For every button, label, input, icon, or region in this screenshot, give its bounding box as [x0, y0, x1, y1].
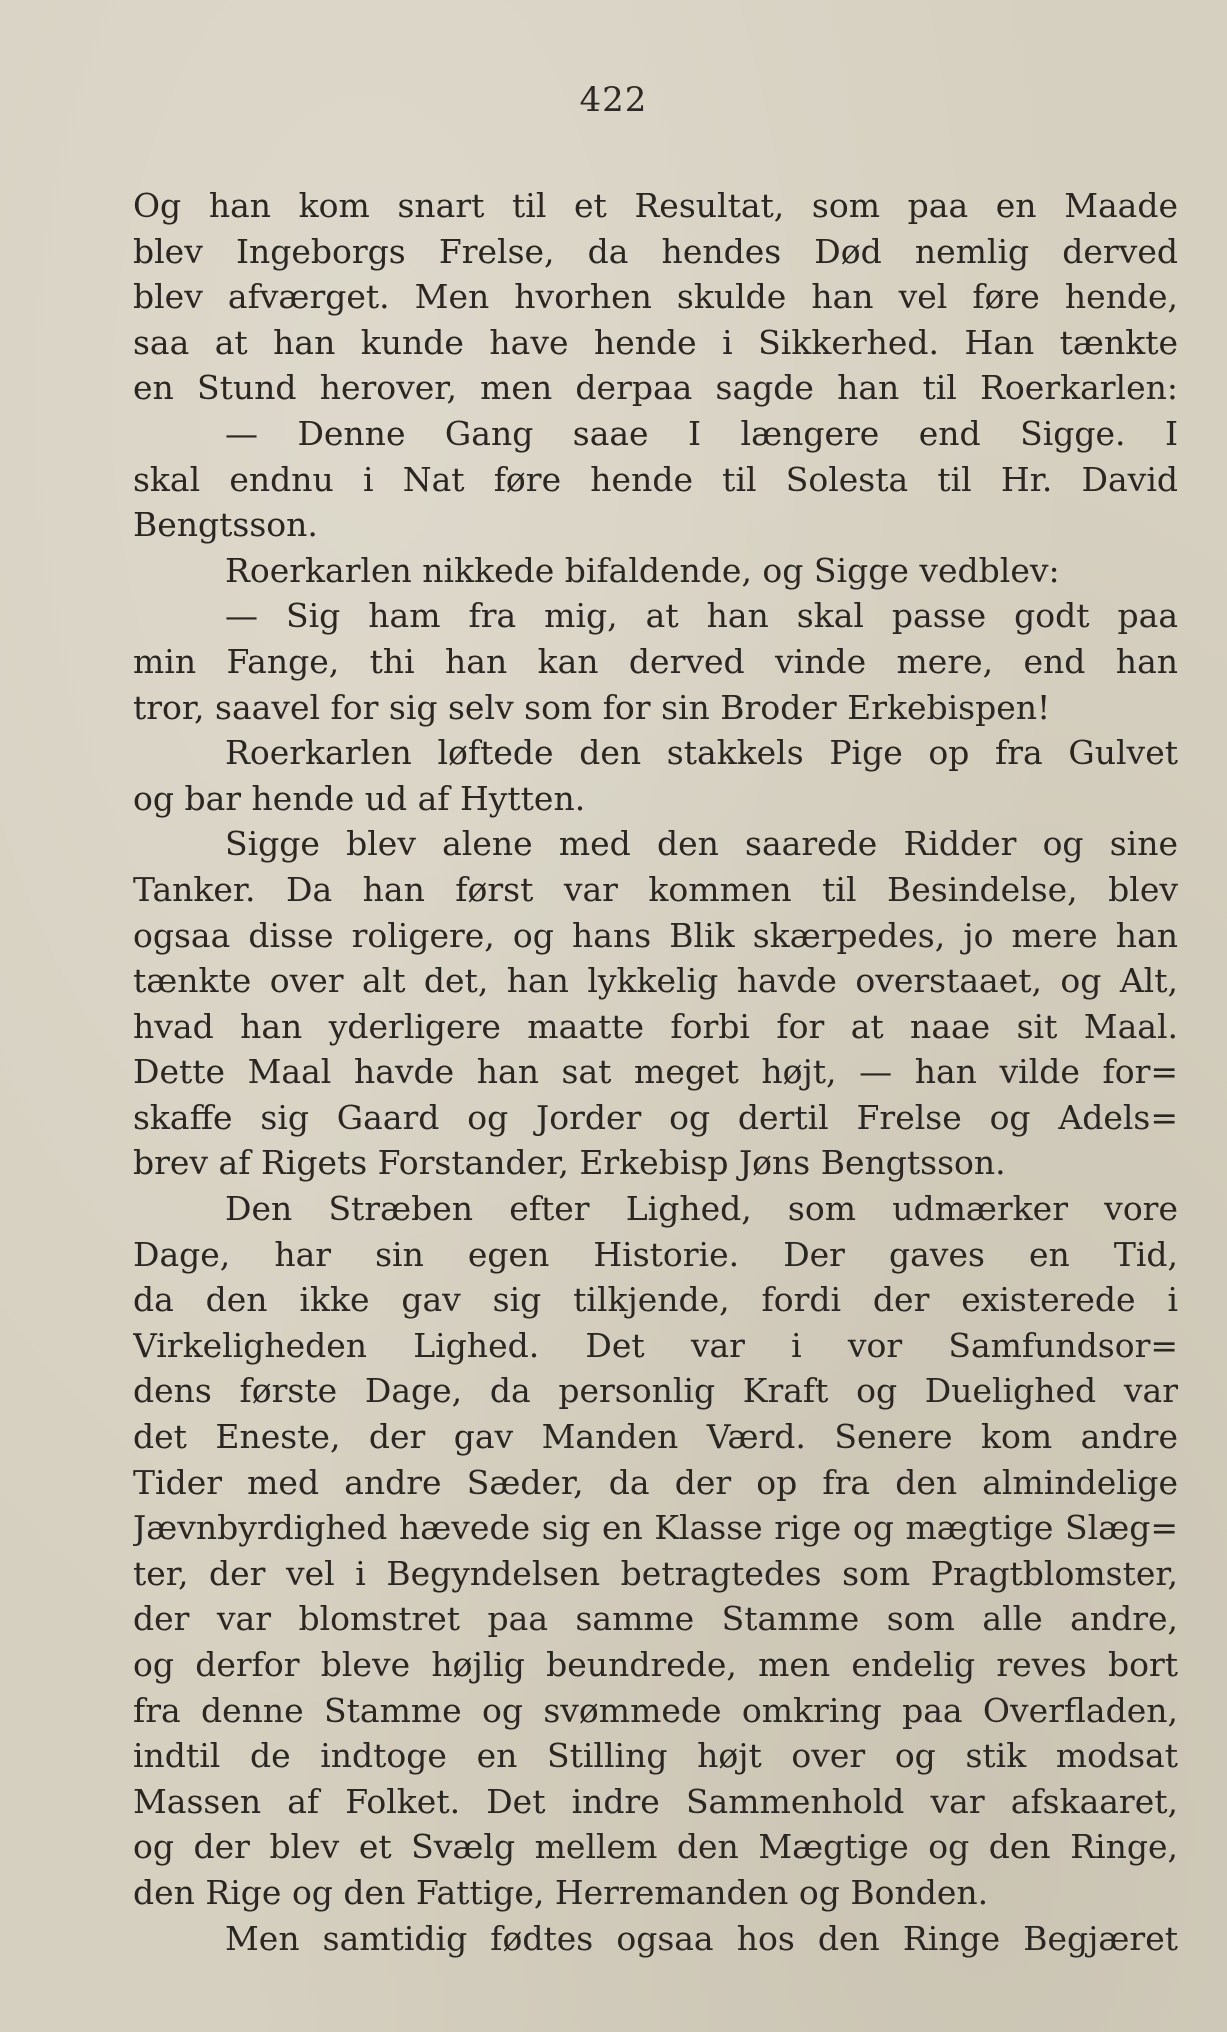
text-line: fra denne Stamme og svømmede omkring paa Overfladen,	[133, 1690, 1178, 1730]
text-line: Dage, har sin egen Historie. Der gaves en Tid,	[133, 1234, 1178, 1274]
text-line: tænkte over alt det, han lykkelig havde overstaaet, og Alt,	[133, 961, 1178, 1001]
page-number: 422	[579, 80, 648, 120]
text-line: Men samtidig fødtes ogsaa hos den Ringe Begjæret	[225, 1918, 1178, 1958]
text-line: Sigge blev alene med den saarede Ridder og sine	[225, 824, 1178, 864]
text-line: — Sig ham fra mig, at han skal passe godt paa	[225, 596, 1178, 636]
text-line: og der blev et Svælg mellem den Mægtige og den Ringe,	[133, 1827, 1178, 1867]
text-line: Og han kom snart til et Resultat, som paa en Maade	[133, 186, 1178, 225]
text-line: skal endnu i Nat føre hende til Solesta til Hr. David	[133, 459, 1178, 499]
text-line: min Fange, thi han kan derved vinde mere, end han	[133, 641, 1178, 681]
text-line: blev Ingeborgs Frelse, da hendes Død nemlig derved	[133, 231, 1178, 271]
text-line: og bar hende ud af Hytten.	[133, 778, 586, 818]
text-line: Jævnbyrdighed hævede sig en Klasse rige og mægtige Slæg=	[133, 1508, 1178, 1548]
text-line: Den Stræben efter Lighed, som udmærker vore	[225, 1189, 1178, 1229]
text-line: ogsaa disse roligere, og hans Blik skærpedes, jo mere han	[133, 915, 1178, 955]
text-line: saa at han kunde have hende i Sikkerhed. Han tænkte	[133, 322, 1178, 362]
text-line: blev afværget. Men hvorhen skulde han vel føre hende,	[133, 277, 1178, 317]
text-line: ter, der vel i Begyndelsen betragtedes som Pragtblomster,	[133, 1553, 1178, 1593]
text-line: tror, saavel for sig selv som for sin Broder Erkebispen!	[133, 687, 1051, 727]
text-line: Roerkarlen løftede den stakkels Pige op fra Gulvet	[225, 733, 1178, 773]
text-line: — Denne Gang saae I længere end Sigge. I	[225, 413, 1178, 453]
text-line: Tanker. Da han først var kommen til Besindelse, blev	[133, 869, 1178, 909]
text-line: Massen af Folket. Det indre Sammenhold var afskaaret,	[133, 1781, 1178, 1821]
text-line: brev af Rigets Forstander, Erkebisp Jøns Bengtsson.	[133, 1143, 1006, 1183]
text-line: hvad han yderligere maatte forbi for at naae sit Maal.	[133, 1006, 1178, 1046]
text-line: dens første Dage, da personlig Kraft og Duelighed var	[133, 1371, 1178, 1411]
text-line: Roerkarlen nikkede bifaldende, og Sigge vedblev:	[225, 550, 1060, 590]
body-text	[133, 183, 1178, 1961]
text-line: og derfor bleve højlig beundrede, men endelig reves bort	[133, 1645, 1178, 1684]
text-line: indtil de indtoge en Stilling højt over og stik modsat	[133, 1736, 1178, 1776]
text-line: da den ikke gav sig tilkjende, fordi der existerede i	[133, 1280, 1178, 1320]
text-line: det Eneste, der gav Manden Værd. Senere kom andre	[133, 1417, 1178, 1457]
text-line: Virkeligheden Lighed. Det var i vor Samfundsor=	[133, 1325, 1178, 1365]
text-line: der var blomstret paa samme Stamme som alle andre,	[133, 1599, 1178, 1639]
text-line: skaffe sig Gaard og Jorder og dertil Frelse og Adels=	[133, 1097, 1178, 1137]
text-line: Bengtsson.	[133, 505, 318, 545]
text-line: Tider med andre Sæder, da der op fra den almindelige	[133, 1462, 1178, 1502]
text-line: en Stund herover, men derpaa sagde han til Roerkarlen:	[133, 368, 1178, 408]
text-line: Dette Maal havde han sat meget højt, — han vilde for=	[133, 1052, 1178, 1092]
text-line: den Rige og den Fattige, Herremanden og Bonden.	[133, 1872, 989, 1912]
